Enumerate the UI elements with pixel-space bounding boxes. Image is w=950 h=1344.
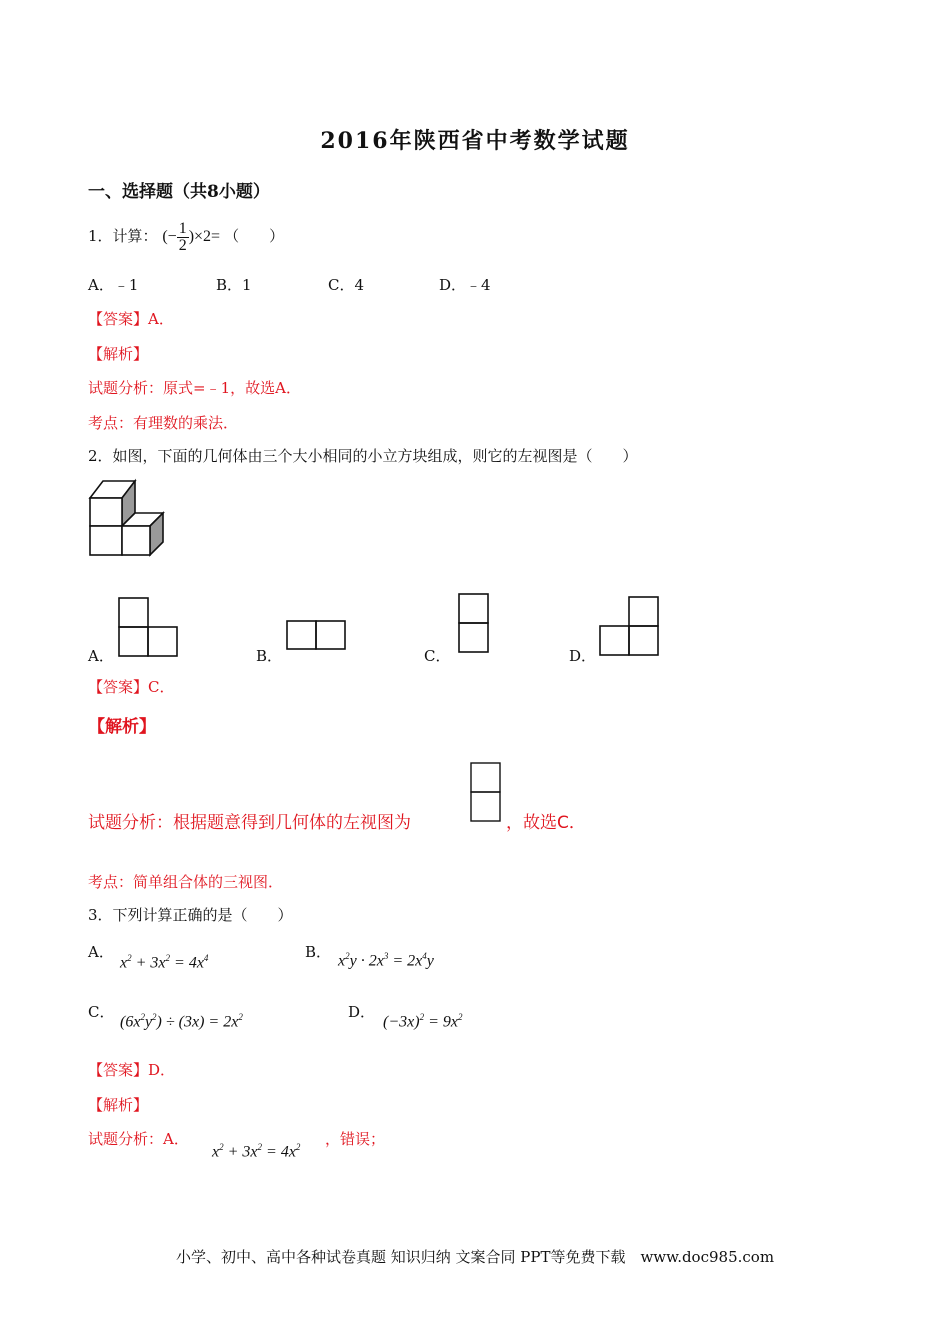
question-1 xyxy=(88,221,284,254)
q1-blank: （ ） xyxy=(224,227,285,246)
q1-fraction xyxy=(177,221,189,254)
q3-analysis-prefix: 试题分析：A． xyxy=(88,1130,189,1148)
q3-option-c-expr: $(6x^2y^2) \div (3x) = 2x^2$ xyxy=(120,1012,243,1031)
q2-option-c-label: C． xyxy=(424,647,451,665)
q1-frac-num: 1 xyxy=(178,220,187,237)
page-footer: 小学、初中、高中各种试卷真题 知识归纳 文案合同 PPT等免费下载 www.doc985.com xyxy=(175,1248,775,1266)
q1-expr-open: (− xyxy=(162,228,177,246)
q3-analysis-suffix: ，错误； xyxy=(325,1130,386,1148)
q1-option-a: A．﹣1 xyxy=(88,276,139,294)
q2-analysis-before: 试题分析：根据题意得到几何体的左视图为 xyxy=(88,813,411,833)
q1-analysis: 试题分析：原式=﹣1，故选A． xyxy=(88,379,301,397)
q2-point: 考点：简单组合体的三视图． xyxy=(88,873,284,891)
q1-point: 考点：有理数的乘法． xyxy=(88,414,239,432)
q3-answer: 【答案】D． xyxy=(88,1061,176,1079)
q1-prefix: 1．计算： xyxy=(88,227,158,246)
q1-analysis-label: 【解析】 xyxy=(88,345,149,363)
q1-expr-close: )×2= xyxy=(188,228,221,246)
q3-analysis-label: 【解析】 xyxy=(88,1096,149,1114)
q2-option-a-label: A． xyxy=(88,647,114,665)
q3-option-b-label: B． xyxy=(305,943,332,961)
q3-option-b-expr: $x^2y \cdot 2x^3 = 2x^4y$ xyxy=(338,951,434,970)
q2-answer: 【答案】C． xyxy=(88,678,175,696)
section-heading: 一、选择题（共8小题） xyxy=(88,182,270,202)
page-title: 2016年陕西省中考数学试题 xyxy=(320,128,630,154)
q3-option-a-label: A． xyxy=(88,943,114,961)
q2-analysis-label: 【解析】 xyxy=(88,717,156,737)
q2-analysis-after: ，故选C． xyxy=(506,813,586,833)
q1-option-b: B．1 xyxy=(216,276,252,294)
q2-option-d-figure xyxy=(599,596,659,656)
q3-option-d-expr: $(-3x)^2 = 9x^2$ xyxy=(383,1012,463,1031)
q2-option-b-figure xyxy=(286,620,346,650)
q3-stem: 3．下列计算正确的是（ ） xyxy=(88,906,293,924)
top-cube-front-face xyxy=(90,498,122,526)
q3-option-d-label: D． xyxy=(348,1003,376,1021)
q1-expression xyxy=(162,220,224,254)
q3-option-c-label: C． xyxy=(88,1003,115,1021)
left-cube-front-face xyxy=(90,526,122,555)
q2-option-d-label: D． xyxy=(569,647,597,665)
q2-option-c-figure xyxy=(458,593,490,653)
q2-analysis-figure xyxy=(470,762,502,822)
q2-option-b-label: B． xyxy=(256,647,283,665)
q1-option-d: D．﹣4 xyxy=(439,276,491,294)
q3-option-a-expr: $x^2 + 3x^2 = 4x^4$ xyxy=(120,953,209,972)
q2-solid-figure xyxy=(88,478,168,560)
q1-option-c: C．4 xyxy=(328,276,365,294)
q2-option-a-figure xyxy=(118,597,178,657)
q1-frac-den: 2 xyxy=(178,237,187,254)
q1-answer: 【答案】A． xyxy=(88,310,174,328)
q3-analysis-expr: $x^2 + 3x^2 = 4x^2$ xyxy=(212,1142,301,1161)
right-cube-front-face xyxy=(122,526,150,555)
q2-stem: 2．如图，下面的几何体由三个大小相同的小立方块组成，则它的左视图是（ ） xyxy=(88,447,638,465)
